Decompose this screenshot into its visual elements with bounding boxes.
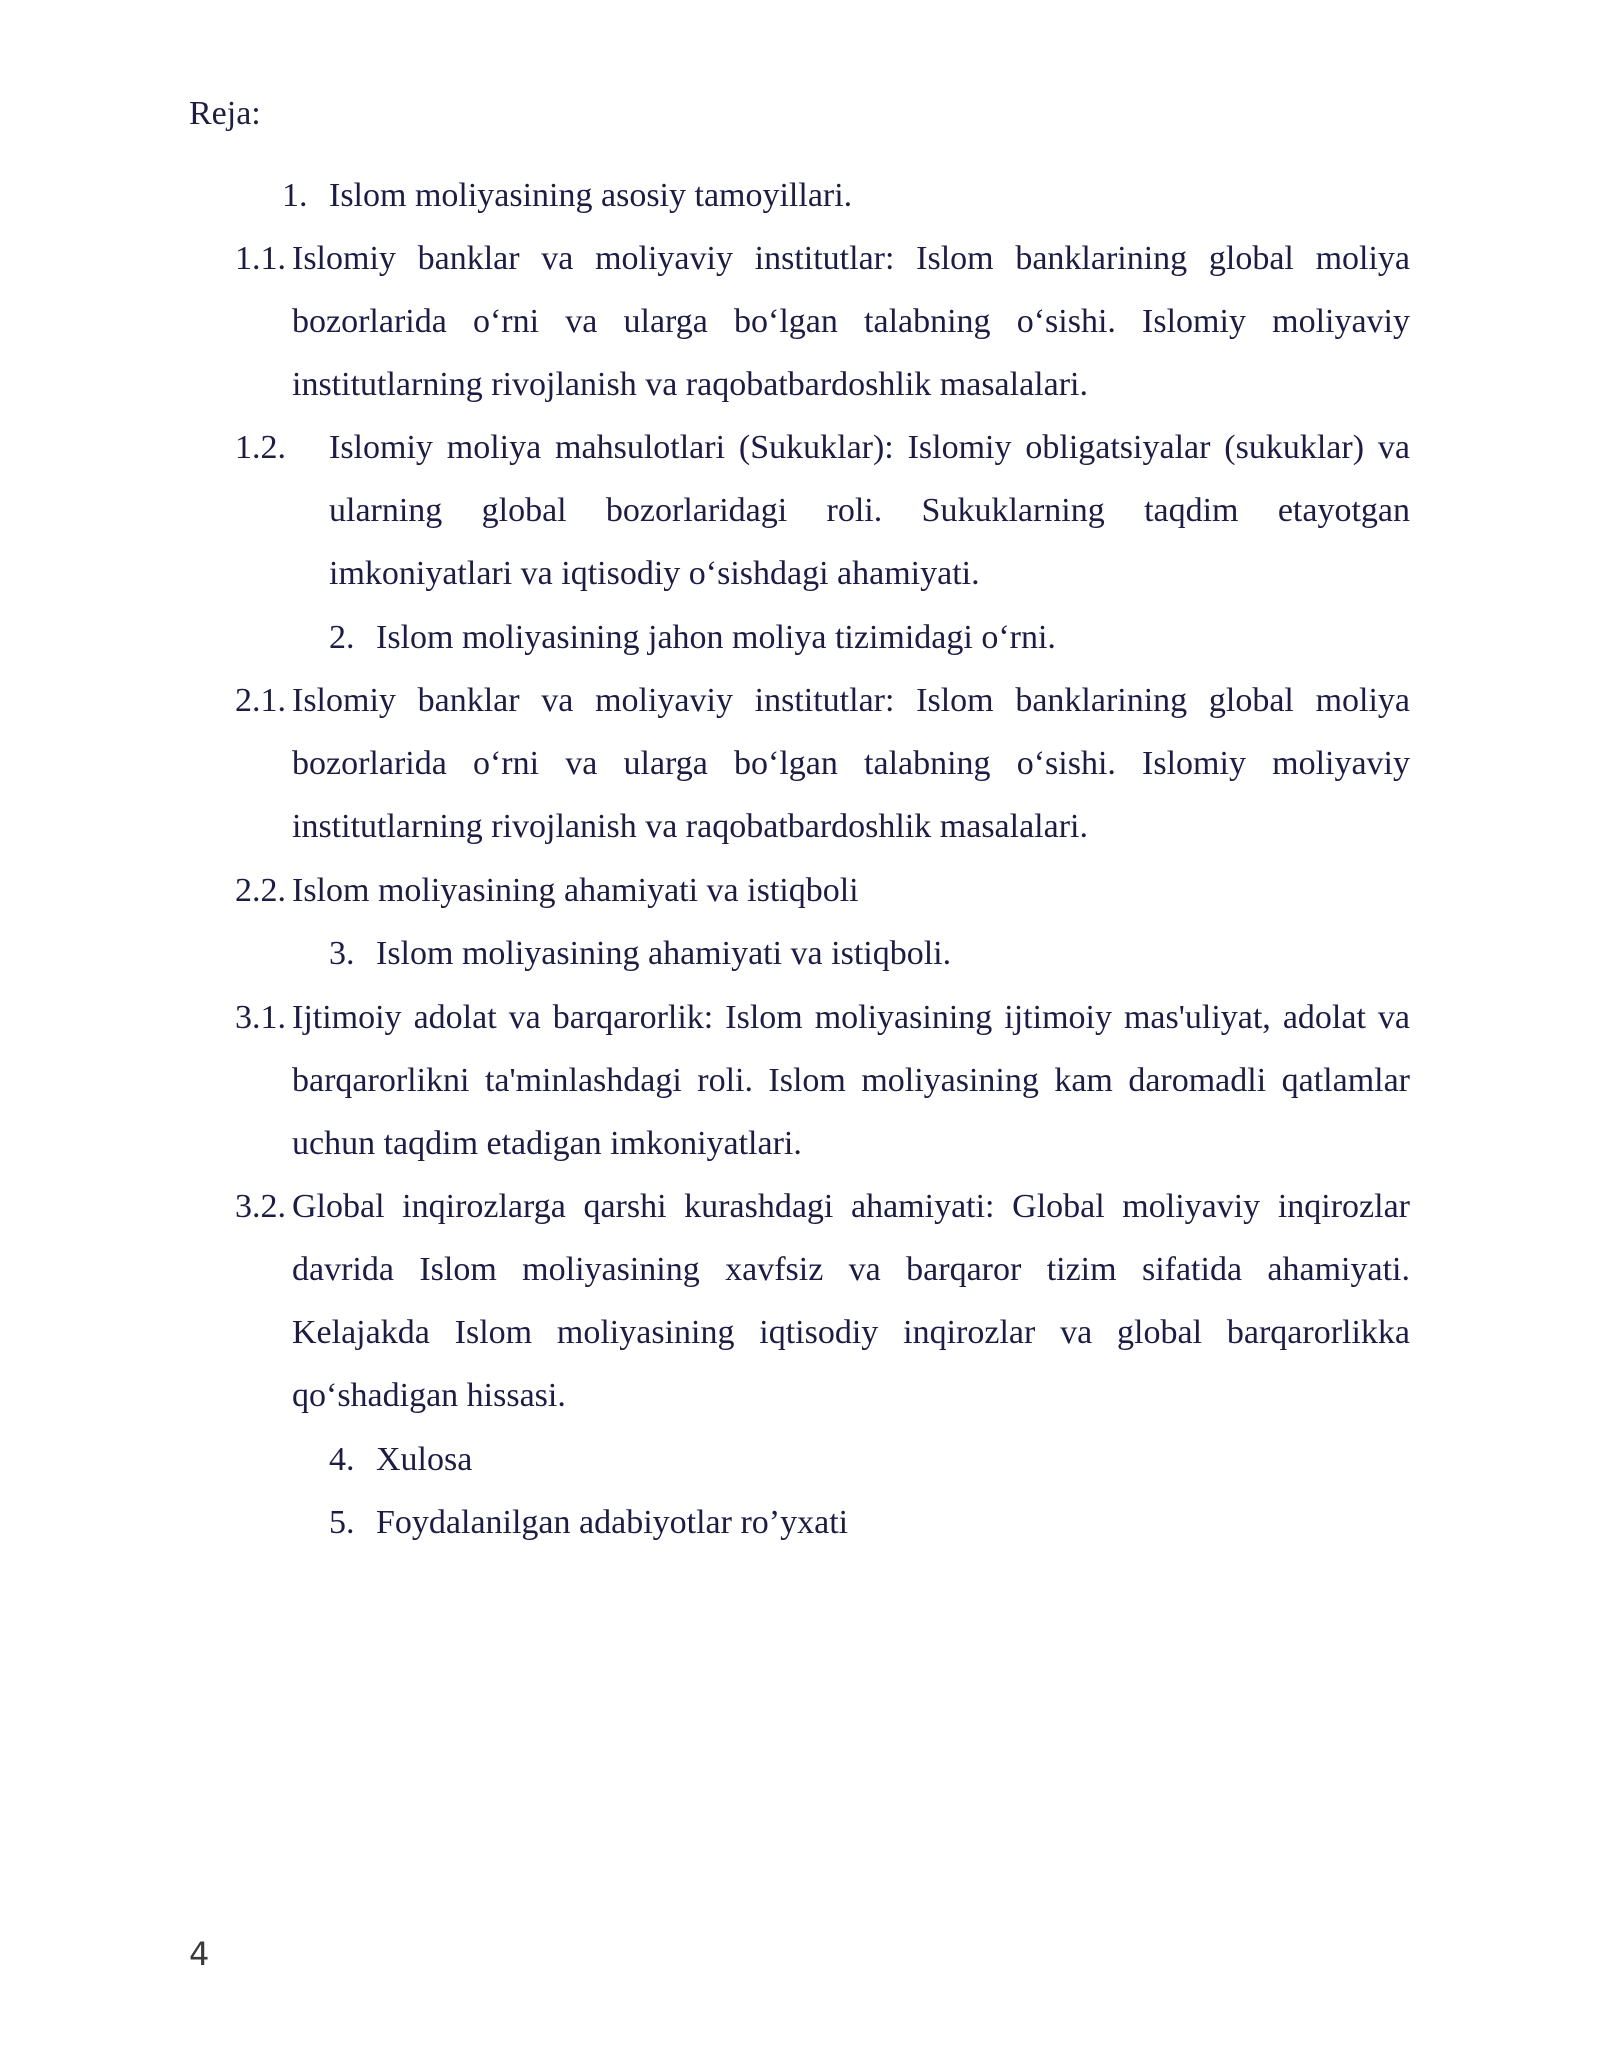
list-item [235, 227, 1410, 416]
item-text: Global inqirozlarga qarshi kurashdagi ahamiyati: Global moliyaviy inqirozlar davrida Islom moliyasining xavfsiz va barqaror tizim sifatida ahamiyati. Kelajakda Islom moliyasining iqtisodiy inqirozlar va global barqarorlikka qo‘shadigan hissasi. [292, 1188, 1410, 1414]
item-number: 1. [282, 177, 308, 214]
item-text: Islom moliyasining ahamiyati va istiqboli. [376, 935, 952, 972]
item-number: 5. [329, 1504, 355, 1541]
item-number: 3. [329, 935, 355, 972]
plan-heading: Reja: [189, 95, 261, 132]
item-text: Islom moliyasining jahon moliya tizimidagi o‘rni. [376, 619, 1056, 656]
list-item [329, 1428, 1410, 1491]
item-number: 3.2. [235, 1188, 286, 1225]
item-text: Islomiy banklar va moliyaviy institutlar: Islom banklarining global moliya bozorlarida o‘rni va ularga bo‘lgan talabning o‘sishi. Islomiy moliyaviy institutlarning rivojlanish va raqobatbardoshlik masalalari. [292, 682, 1410, 845]
item-number: 3.1. [235, 999, 286, 1036]
item-text: Xulosa [376, 1441, 473, 1478]
list-item [235, 669, 1410, 858]
item-number: 4. [329, 1441, 355, 1478]
page-number: 4 [189, 1935, 210, 1973]
item-number: 2. [329, 619, 355, 656]
list-item [329, 1491, 1410, 1554]
list-item [329, 606, 1410, 669]
list-item [235, 859, 1410, 922]
item-text: Foydalanilgan adabiyotlar ro’yxati [376, 1504, 849, 1541]
list-item [235, 986, 1410, 1175]
item-text: Islom moliyasining asosiy tamoyillari. [329, 177, 853, 214]
item-number: 1.2. [235, 429, 286, 466]
list-item [235, 416, 1410, 605]
list-item [282, 164, 1410, 227]
item-text: Islom moliyasining ahamiyati va istiqboli [292, 872, 859, 909]
item-text: Ijtimoiy adolat va barqarorlik: Islom moliyasining ijtimoiy mas'uliyat, adolat va barqarorlikni ta'minlashdagi roli. Islom moliyasining kam daromadli qatlamlar uchun taqdim etadigan imkoniyatlari. [292, 999, 1410, 1162]
list-item [329, 922, 1410, 985]
item-number: 2.1. [235, 682, 286, 719]
list-item [235, 1175, 1410, 1427]
item-text: Islomiy banklar va moliyaviy institutlar: Islom banklarining global moliya bozorlarida o‘rni va ularga bo‘lgan talabning o‘sishi. Islomiy moliyaviy institutlarning rivojlanish va raqobatbardoshlik masalalari. [292, 240, 1410, 403]
item-number: 2.2. [235, 872, 286, 909]
item-number: 1.1. [235, 240, 286, 277]
item-text: Islomiy moliya mahsulotlari (Sukuklar): Islomiy obligatsiyalar (sukuklar) va ularning global bozorlaridagi roli. Sukuklarning taqdim etayotgan imkoniyatlari va iqtisodiy o‘sishdagi ahamiyati. [329, 429, 1410, 592]
